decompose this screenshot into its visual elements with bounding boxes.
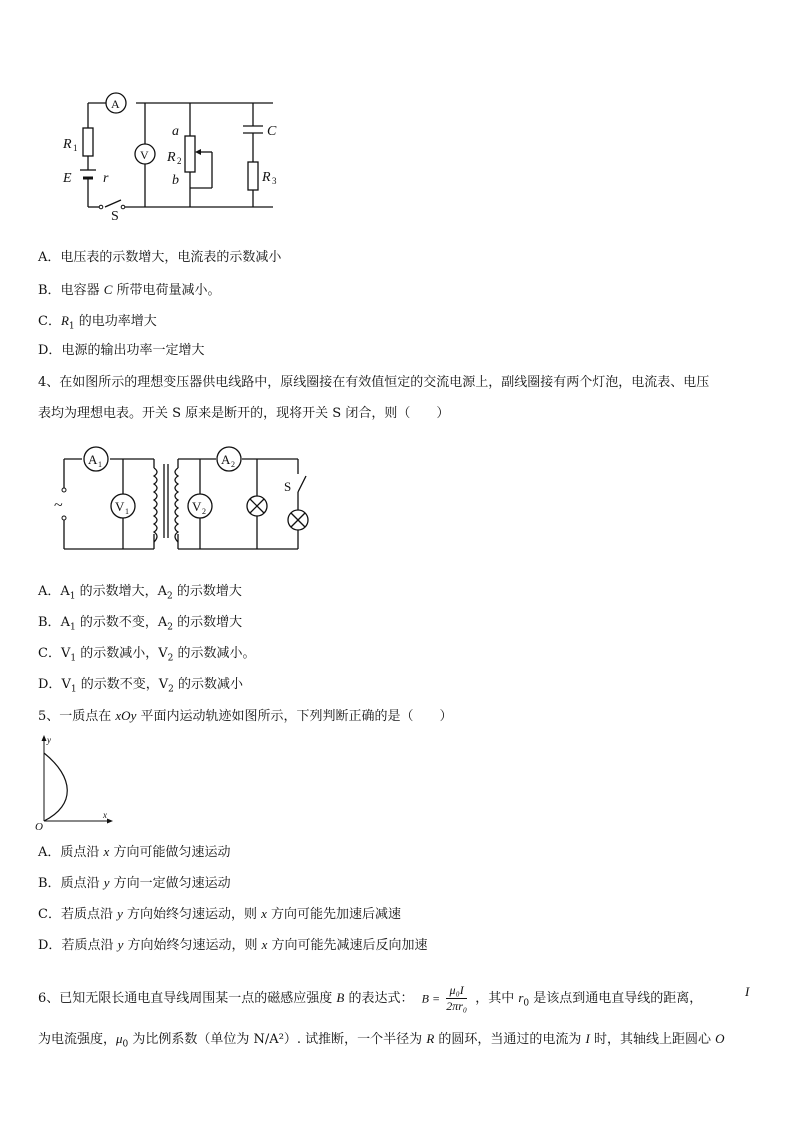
ammeter-label: A [111,97,120,111]
magnetic-field-formula: B = $\frac{\text{μ₀I}}{\text{2πr₀}}$ [421,983,468,1013]
r3-label: R [262,170,271,185]
r2-sub: 2 [177,156,182,166]
q4-option-b: B．$A_1$ 的示数不变，$A_2$ 的示数增大 [38,615,243,633]
formula-denominator: 2πr₀ [446,999,468,1013]
q5-stem: 5、一质点在 xOy 平面内运动轨迹如图所示，下列判断正确的是（ ） [38,708,453,724]
formula-numerator: μ₀I [446,983,467,999]
q3-option-b: B．电容器 C 所带电荷量减小。 [38,282,221,298]
transformer-circuit-diagram [52,446,322,556]
b-label: b [172,173,179,188]
v1-label: V [115,499,125,514]
q4-option-a: A．$A_1$ 的示数增大，$A_2$ 的示数增大 [38,584,242,602]
q5-option-c: C．若质点沿 y 方向始终匀速运动，则 x 方向可能先加速后减速 [38,906,402,922]
r2-label: R [167,150,176,165]
q4-option-c: C．$V_1$ 的示数减小，$V_2$ 的示数减小。 [38,646,256,664]
q6-line1-current-symbol: I [745,984,750,999]
r1-label: R [63,137,72,152]
q4-stem-line1: 4、在如图所示的理想变压器供电线路中，原线圈接在有效值恒定的交流电源上，副线圈接有两个灯泡，电流表、电压 [38,375,710,390]
q5-option-b: B．质点沿 y 方向一定做匀速运动 [38,875,231,891]
q6-line2: 为电流强度，$\mu_0$ 为比例系数（单位为 N/A²）. 试推断，一个半径为 R 的圆环，当通过的电流为 I 时，其轴线上距圆心 O [38,1031,725,1050]
switch-label: S [111,209,119,224]
a-label: a [172,124,179,139]
x-axis-label: x [103,810,107,820]
circuit-diagram-1 [55,90,295,225]
v1-sub: 1 [125,507,129,516]
origin-label: O [35,821,43,831]
q3-option-c: C．$R_1$ 的电功率增大 [38,313,157,332]
v2-label: V [192,499,202,514]
a1-sub: 1 [98,460,102,469]
a2-sub: 2 [231,460,235,469]
a1-label: A [88,452,98,467]
y-axis-label: y [47,735,51,745]
c-label: C [267,124,277,139]
voltmeter-label: V [140,148,149,162]
q5-option-a: A．质点沿 x 方向可能做匀速运动 [38,844,231,860]
q4-option-d: D．$V_1$ 的示数不变，$V_2$ 的示数减小 [38,677,243,695]
r-label: r [103,171,109,186]
q3-option-d: D．电源的输出功率一定增大 [38,343,205,358]
switch-s-label: S [284,479,292,494]
v2-sub: 2 [202,507,206,516]
a2-label: A [221,452,231,467]
trajectory-graph [34,733,114,831]
r3-sub: 3 [272,176,277,186]
ac-source-symbol: ~ [54,497,63,514]
q5-option-d: D．若质点沿 y 方向始终匀速运动，则 x 方向可能先减速后反向加速 [38,937,428,953]
q4-stem-line2: 表均为理想电表。开关 S 原来是断开的，现将开关 S 闭合，则（ ） [38,406,450,421]
e-label: E [63,171,72,186]
r1-sub: 1 [73,143,78,153]
q6-line1: 6、已知无限长通电直导线周围某一点的磁感应强度 B 的表达式： B = $\frac{\text{μ₀I}}{\text{2πr₀}}$ ，其中 $r_0$ 是该点到通电直导线的距离， [38,983,703,1013]
q3-option-a: A．电压表的示数增大，电流表的示数减小 [38,250,282,265]
